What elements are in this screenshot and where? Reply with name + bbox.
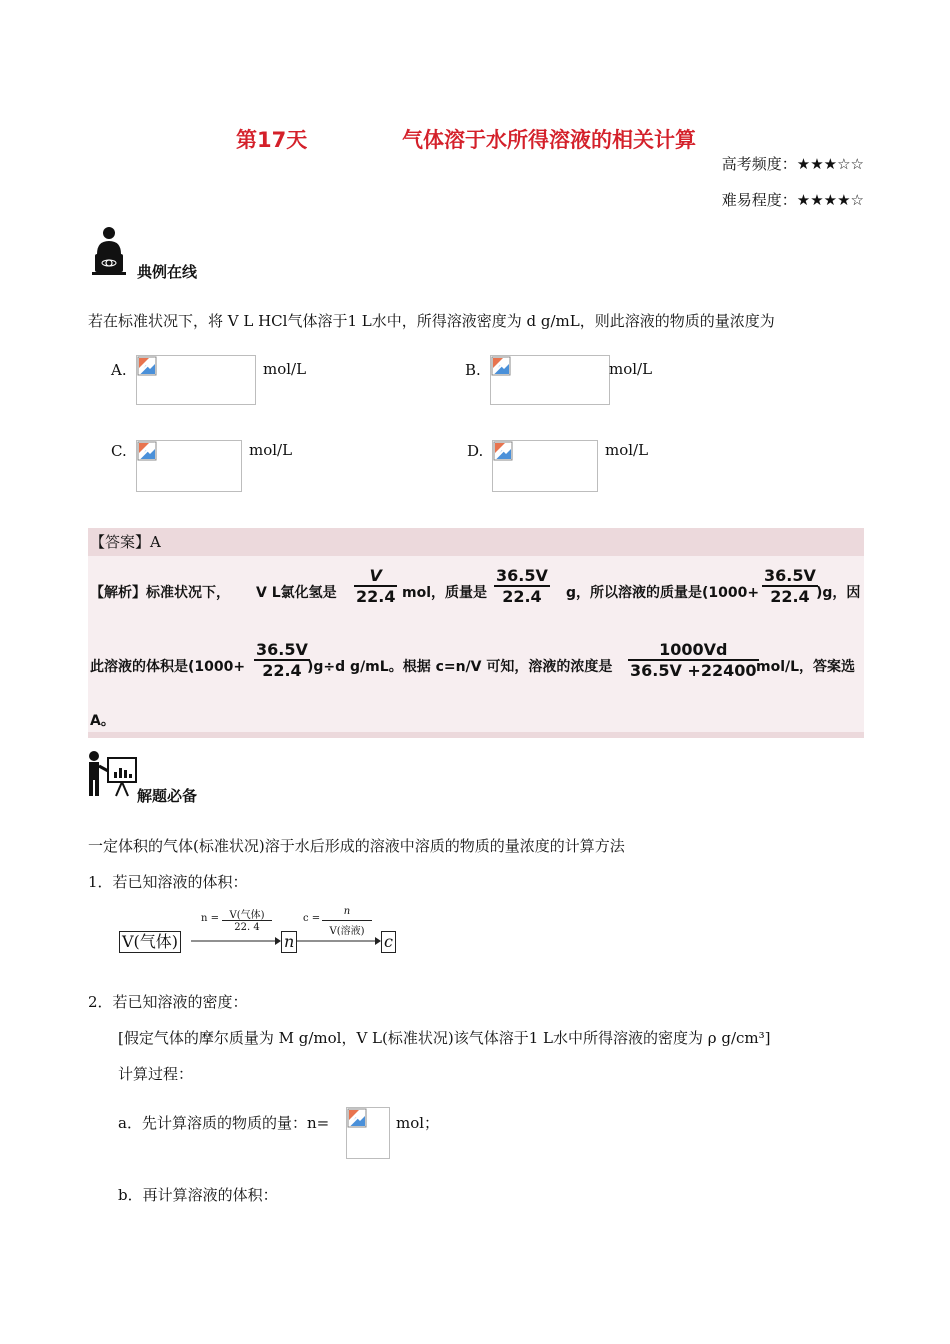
flow-box-text: V(气体) [122, 932, 179, 951]
flow-box-text: c [384, 932, 393, 951]
analysis-line2-start: 此溶液的体积是(1000+ [90, 659, 246, 675]
teacher-laptop-icon [92, 226, 126, 276]
broken-image-icon [491, 356, 511, 376]
option-b-unit: mol/L [609, 360, 653, 378]
step-a-text: a．先计算溶质的物质的量：n= [118, 1114, 330, 1132]
fraction-denominator: 36.5V +22400 [630, 661, 757, 680]
option-d-unit: mol/L [605, 441, 649, 459]
analysis-divider [88, 732, 864, 738]
option-a-unit: mol/L [263, 360, 307, 378]
option-a-formula-image [136, 355, 256, 405]
fraction-denominator: 22.4 [254, 659, 310, 680]
option-d-label: D. [467, 442, 484, 460]
broken-image-icon [137, 441, 157, 461]
fraction-mass [494, 566, 550, 606]
broken-image-icon [493, 441, 513, 461]
step-a-unit: mol； [396, 1114, 440, 1132]
section-title-example: 典例在线 [137, 263, 198, 281]
prep-item-2: 2．若已知溶液的密度： [88, 993, 248, 1011]
option-b-formula-image [490, 355, 610, 405]
difficulty-rating [722, 189, 864, 210]
analysis-v-text: V L氯化氢是 [256, 585, 337, 601]
flow-box-c [381, 931, 396, 953]
option-c-label: C. [111, 442, 127, 460]
analysis-line2-mid: )g÷d g/mL。根据 c=n/V 可知，溶液的浓度是 [307, 659, 613, 675]
flow-box-n [281, 931, 297, 953]
page-title: 气体溶于水所得溶液的相关计算 [402, 128, 696, 152]
section-title-prep: 解题必备 [137, 787, 198, 805]
fraction-numerator: 36.5V [496, 566, 548, 585]
day-label: 第17天 [236, 128, 308, 152]
flow-box-gas-volume [119, 931, 181, 953]
fraction-numerator: 36.5V [256, 640, 308, 659]
frequency-stars: ★★★☆☆ [796, 155, 864, 173]
analysis-mol-mass: mol，质量是 [402, 585, 488, 601]
arrow-right-icon [191, 936, 281, 946]
step-a-formula-image [346, 1107, 390, 1159]
prep-intro: 一定体积的气体(标准状况)溶于水后形成的溶液中溶质的物质的量浓度的计算方法 [88, 837, 625, 855]
analysis-prefix: 【解析】标准状况下， [90, 585, 230, 601]
fraction-numerator: 36.5V [764, 566, 816, 585]
answer-text: 【答案】A [90, 533, 161, 551]
analysis-line3: A。 [90, 713, 115, 729]
fraction-numerator: V [369, 566, 382, 585]
flow-box-text: n [284, 932, 295, 951]
step-b-text: b．再计算溶液的体积： [118, 1186, 278, 1204]
broken-image-icon [137, 356, 157, 376]
fraction-denominator: 22.4 [356, 587, 396, 606]
option-a-label: A. [111, 361, 127, 379]
analysis-line2-end: mol/L，答案选 [756, 659, 856, 675]
option-b-label: B. [465, 361, 481, 379]
flow-arrow1-num: V(气体) [229, 910, 265, 921]
prep-assumption: [假定气体的摩尔质量为 M g/mol，V L(标准状况)该气体溶于1 L水中所得溶液的密度为 ρ g/cm³] [118, 1029, 771, 1047]
fraction-numerator: 1000Vd [659, 640, 728, 659]
analysis-g-therefore: )g，因 [816, 585, 861, 601]
option-c-formula-image [136, 440, 242, 492]
fraction-concentration [628, 640, 759, 680]
question-text: 若在标准状况下，将 V L HCl气体溶于1 L水中，所得溶液密度为 d g/mL，则此溶液的物质的量浓度为 [88, 312, 775, 330]
flow-arrow2-den: V(溶液) [329, 926, 365, 937]
fraction-v-over-22-4 [354, 566, 397, 606]
prep-item-1: 1．若已知溶液的体积： [88, 873, 248, 891]
difficulty-stars: ★★★★☆ [796, 191, 864, 209]
frequency-label: 高考频度： [721, 155, 797, 173]
option-d-formula-image [492, 440, 598, 492]
flow-arrow2-num: n [343, 906, 351, 917]
arrow-right-icon [297, 936, 381, 946]
fraction-denominator: 22.4 [494, 585, 550, 606]
flow-arrow1-fraction-bar [222, 920, 272, 921]
frequency-rating [722, 153, 864, 174]
flow-arrow2-prefix: c = [303, 913, 321, 924]
option-c-unit: mol/L [249, 441, 293, 459]
prep-process-label: 计算过程： [118, 1065, 194, 1083]
flow-arrow1-prefix: n = [201, 913, 219, 924]
broken-image-icon [347, 1108, 367, 1128]
flow-arrow1-den: 22. 4 [234, 922, 260, 933]
flow-arrow2-fraction-bar [322, 920, 372, 921]
fraction-solution-mass [762, 566, 818, 606]
presenter-board-icon [86, 750, 138, 798]
answer-bar [88, 528, 864, 556]
fraction-solution-volume [254, 640, 310, 680]
analysis-g-solution: g，所以溶液的质量是(1000+ [566, 585, 760, 601]
difficulty-label: 难易程度： [721, 191, 797, 209]
fraction-denominator: 22.4 [762, 585, 818, 606]
